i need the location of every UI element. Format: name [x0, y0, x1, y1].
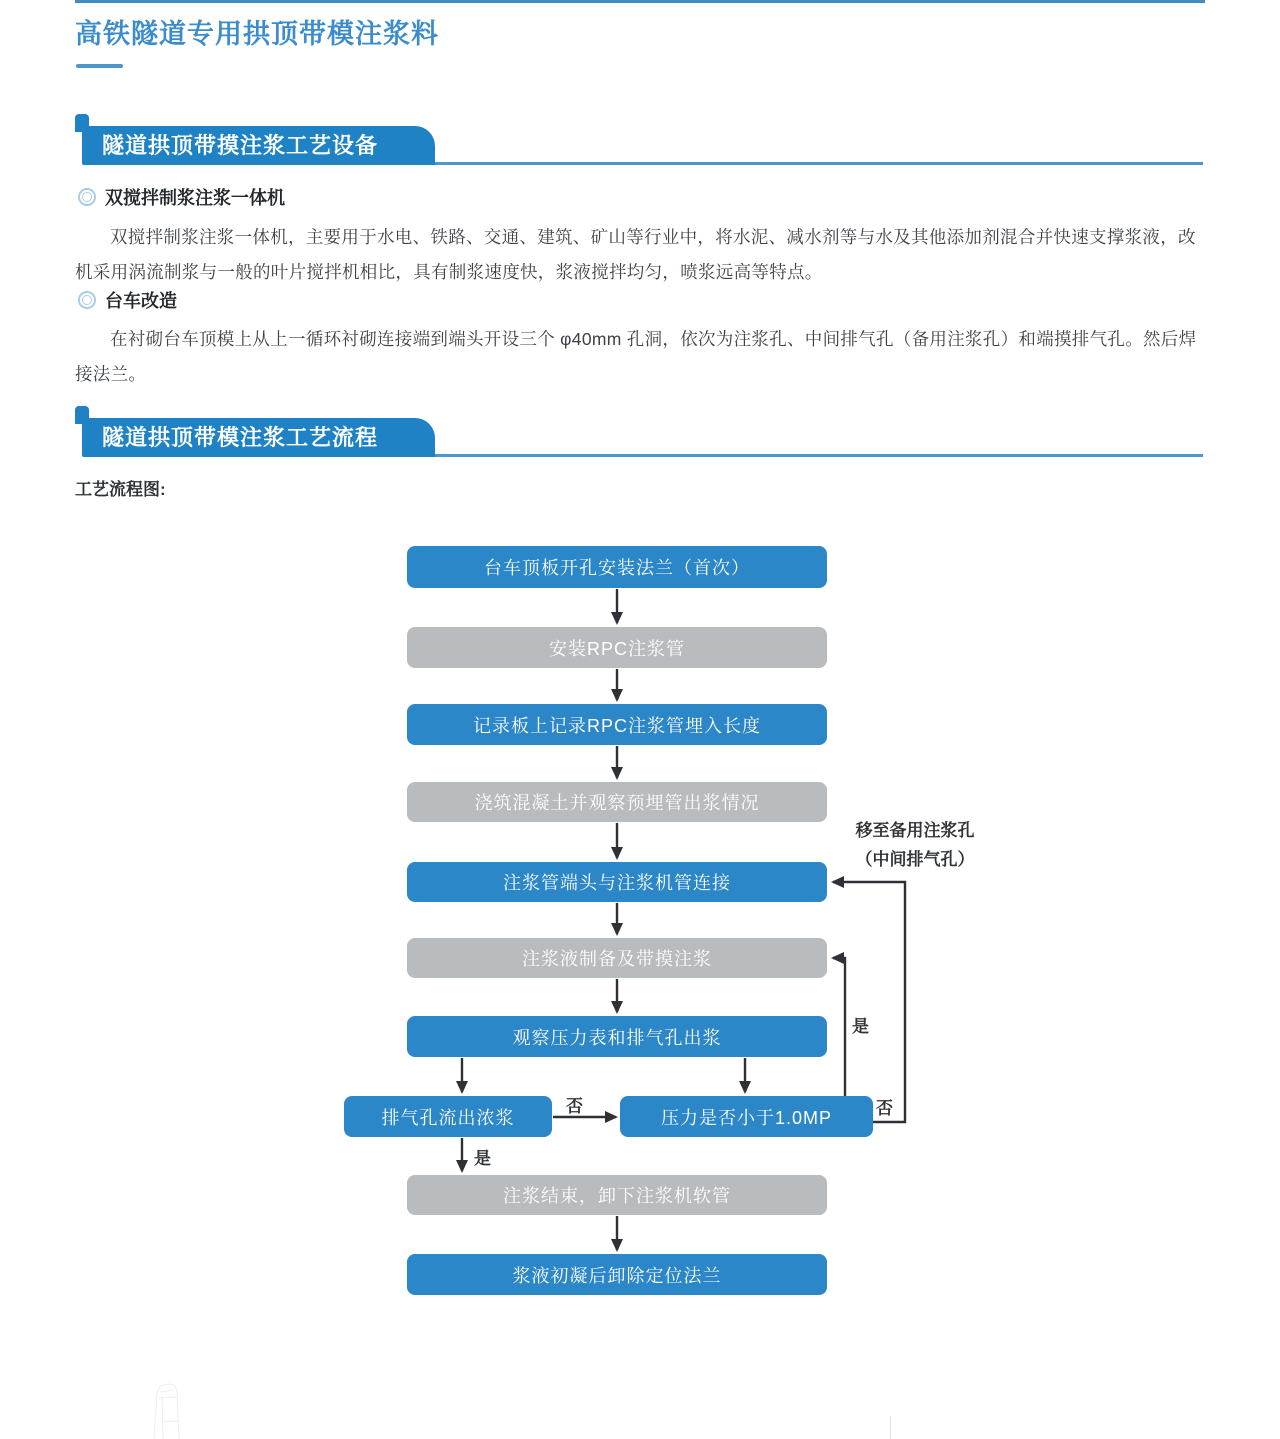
- flow-annotation-line2: （中间排气孔）: [855, 850, 975, 869]
- item-title-text: 双搅拌制浆注浆一体机: [105, 188, 285, 208]
- paragraph-trolley: 在衬砌台车顶模上从上一循环衬砌连接端到端头开设三个 φ40mm 孔洞，依次为注浆孔、中间排气孔（备用注浆孔）和端摸排气孔。然后焊接法兰。: [75, 329, 1197, 384]
- flow-node-pour-concrete: 浇筑混凝土并观察预埋管出浆情况: [407, 782, 827, 822]
- flow-node-pressure-check: 压力是否小于1.0MP: [620, 1096, 873, 1137]
- flow-annotation-line1: 移至备用注浆孔: [855, 821, 975, 840]
- item-title-mixer: [78, 184, 285, 210]
- building-watermark-icon: [140, 1382, 200, 1439]
- double-circle-bullet-icon: [78, 291, 96, 309]
- item-title-trolley: [78, 287, 177, 313]
- item-title-text: 台车改造: [105, 291, 177, 311]
- flow-node-thick-grout-out: 排气孔流出浓浆: [344, 1096, 552, 1137]
- flow-node-install-rpc-pipe: 安装RPC注浆管: [407, 627, 827, 668]
- edge-label-no: 否: [876, 1099, 893, 1118]
- flow-node-connect-pipe: 注浆管端头与注浆机管连接: [407, 862, 827, 902]
- flow-node-install-flange: 台车顶板开孔安装法兰（首次）: [407, 546, 827, 588]
- title-underline: [76, 64, 123, 68]
- edge-label-yes: 是: [852, 1017, 869, 1036]
- flow-node-grouting-end: 注浆结束，卸下注浆机软管: [407, 1175, 827, 1215]
- flowchart-caption: 工艺流程图:: [75, 480, 166, 499]
- flow-annotation: [841, 816, 989, 874]
- flow-node-observe-pressure: 观察压力表和排气孔出浆: [407, 1016, 827, 1057]
- flow-node-prepare-grout: 注浆液制备及带摸注浆: [407, 938, 827, 978]
- double-circle-bullet-icon: [78, 188, 96, 206]
- top-edge-strip: [75, 0, 1205, 3]
- flow-node-remove-flange: 浆液初凝后卸除定位法兰: [407, 1254, 827, 1295]
- section-header-process: 隧道拱顶带模注浆工艺流程: [82, 418, 435, 457]
- faint-edge-mark: [890, 1416, 891, 1439]
- section-header-equipment: 隧道拱顶带摸注浆工艺设备: [82, 126, 435, 165]
- edge-label-yes: 是: [474, 1149, 491, 1168]
- edge-label-no: 否: [566, 1097, 583, 1116]
- flow-node-record-length: 记录板上记录RPC注浆管埋入长度: [407, 704, 827, 745]
- page-title: 高铁隧道专用拱顶带模注浆料: [75, 19, 439, 49]
- paragraph-mixer: 双搅拌制浆注浆一体机，主要用于水电、铁路、交通、建筑、矿山等行业中，将水泥、减水剂等与水及其他添加剂混合并快速支撑浆液，改机采用涡流制浆与一般的叶片搅拌机相比，具有制浆速度快，浆液搅拌均匀，喷浆远高等特点。: [75, 227, 1196, 282]
